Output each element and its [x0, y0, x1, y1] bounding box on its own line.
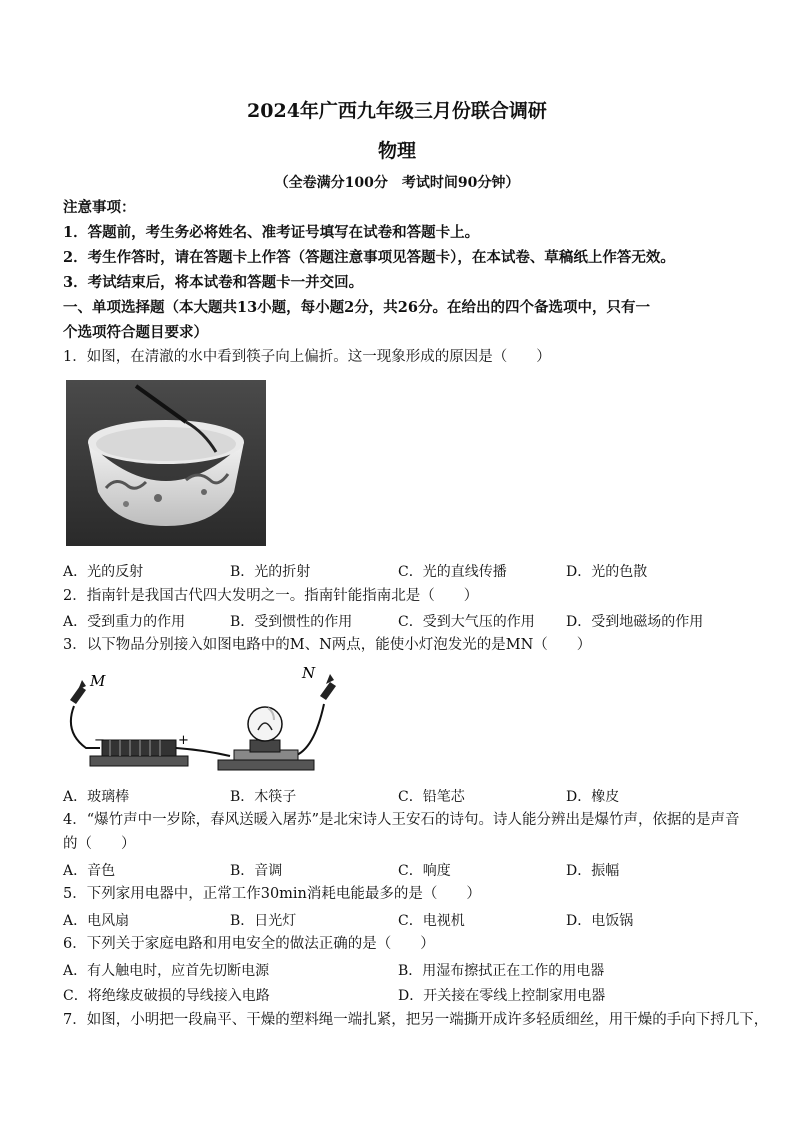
note-item: 1．答题前，考生务必将姓名、准考证号填写在试卷和答题卡上。 — [63, 224, 480, 241]
question-stem: 5．下列家用电器中，正常工作30min消耗电能最多的是（ ） — [63, 886, 481, 902]
option-d: D．振幅 — [566, 863, 620, 879]
question-stem-cont: 的（ ） — [63, 836, 136, 852]
battery-plus: + — [178, 733, 189, 748]
option-a: A．受到重力的作用 — [63, 614, 186, 630]
option-b: B．日光灯 — [230, 913, 297, 929]
battery-minus: − — [94, 733, 105, 748]
label-m: M — [90, 672, 106, 690]
option-c: C．光的直线传播 — [398, 564, 507, 580]
question-stem: 1．如图，在清澈的水中看到筷子向上偏折。这一现象形成的原因是（ ） — [63, 349, 551, 365]
option-c: C．电视机 — [398, 913, 465, 929]
option-b: B．光的折射 — [230, 564, 311, 580]
option-c: C．铅笔芯 — [398, 789, 465, 805]
option-b: B．木筷子 — [230, 789, 297, 805]
option-d: D．受到地磁场的作用 — [566, 614, 704, 630]
option-a: A．玻璃棒 — [63, 789, 130, 805]
section-heading: 一、单项选择题（本大题共13小题，每小题2分，共26分。在给出的四个备选项中，只有一 — [63, 299, 650, 316]
note-item: 3．考试结束后，将本试卷和答题卡一并交回。 — [63, 274, 364, 291]
option-b: B．音调 — [230, 863, 283, 879]
option-a: A．有人触电时，应首先切断电源 — [63, 963, 270, 979]
question-stem: 7．如图，小明把一段扁平、干燥的塑料绳一端扎紧，把另一端撕开成许多轻质细丝，用干燥的手向下捋几下， — [63, 1012, 769, 1028]
option-d: D．开关接在零线上控制家用电器 — [398, 988, 606, 1004]
label-n: N — [302, 664, 316, 682]
option-a: A．电风扇 — [63, 913, 130, 929]
question-stem: 6．下列关于家庭电路和用电安全的做法正确的是（ ） — [63, 936, 435, 952]
note-item: 2．考生作答时，请在答题卡上作答（答题注意事项见答题卡），在本试卷、草稿纸上作答无效。 — [63, 249, 675, 266]
option-c: C．响度 — [398, 863, 451, 879]
question-stem: 4．“爆竹声中一岁除，春风送暖入屠苏”是北宋诗人王安石的诗句。诗人能分辨出是爆竹声，依据的是声音 — [63, 812, 740, 828]
option-d: D．光的色散 — [566, 564, 648, 580]
bowl-chopstick-photo — [66, 380, 266, 546]
option-d: D．电饭锅 — [566, 913, 634, 929]
section-heading-cont: 个选项符合题目要求） — [63, 324, 208, 341]
circuit-diagram — [64, 660, 364, 778]
option-b: B．受到惯性的作用 — [230, 614, 353, 630]
option-c: C．受到大气压的作用 — [398, 614, 535, 630]
question-stem: 3．以下物品分别接入如图电路中的M、N两点，能使小灯泡发光的是MN（ ） — [63, 637, 592, 653]
option-d: D．橡皮 — [566, 789, 620, 805]
option-a: A．音色 — [63, 863, 116, 879]
notes-heading: 注意事项： — [63, 199, 136, 216]
option-a: A．光的反射 — [63, 564, 144, 580]
option-b: B．用湿布擦拭正在工作的用电器 — [398, 963, 605, 979]
exam-title: 2024年广西九年级三月份联合调研 — [247, 100, 547, 122]
exam-subject: 物理 — [377, 140, 416, 162]
question-stem: 2．指南针是我国古代四大发明之一。指南针能指南北是（ ） — [63, 588, 479, 604]
option-c: C．将绝缘皮破损的导线接入电路 — [63, 988, 270, 1004]
exam-meta: （全卷满分100分 考试时间90分钟） — [274, 175, 520, 191]
